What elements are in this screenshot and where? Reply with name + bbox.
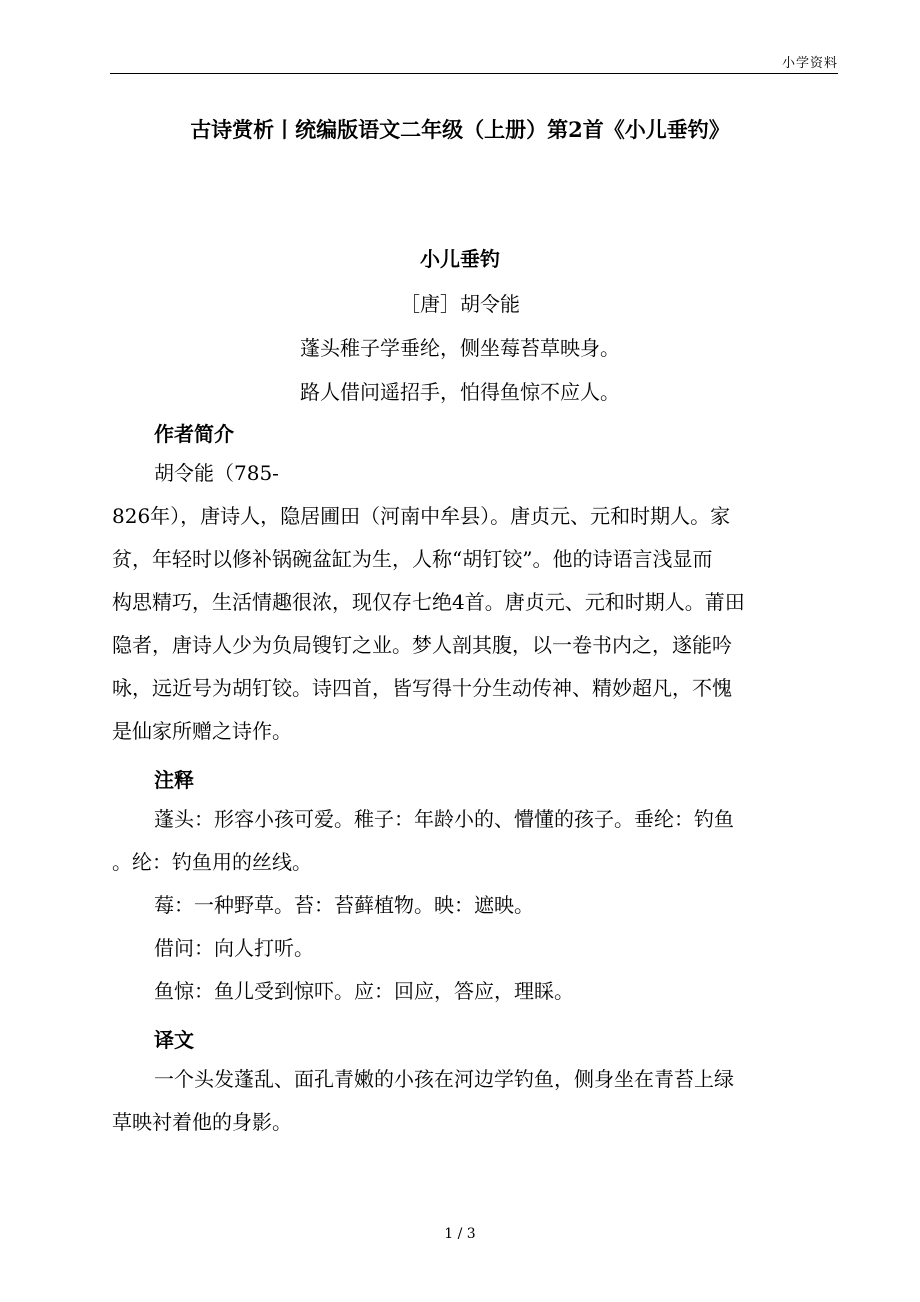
- header-label: 小学资料: [781, 56, 838, 71]
- document-title: 古诗赏析丨统编版语文二年级（上册）第2首《小儿垂钓》: [190, 117, 730, 142]
- paragraph-line: 莓：一种野草。苔：苔藓植物。映：遮映。: [154, 893, 534, 917]
- translation-paragraph: [112, 1058, 828, 1144]
- paragraph-line: 胡令能（785-: [154, 461, 279, 485]
- paragraph-line: 是仙家所赠之诗作。: [112, 719, 292, 743]
- header-rule: [110, 73, 838, 74]
- paragraph-line: 构思精巧，生活情趣很浓，现仅存七绝4首。唐贞元、元和时期人。莆田: [112, 590, 745, 614]
- paragraph-line: 蓬头：形容小孩可爱。稚子：年龄小的、懵懂的孩子。垂纶：钓鱼: [154, 807, 734, 831]
- paragraph-line: 咏，远近号为胡钉铰。诗四首，皆写得十分生动传神、精妙超凡，不愧: [112, 676, 732, 700]
- notes-paragraph: [112, 798, 828, 1013]
- poem-line: 蓬头稚子学垂纶，侧坐莓苔草映身。: [300, 336, 620, 360]
- page-number: 1 / 3: [444, 1226, 476, 1242]
- paragraph-line: 826年），唐诗人，隐居圃田（河南中牟县）。唐贞元、元和时期人。家: [112, 504, 731, 528]
- poem-title: 小儿垂钓: [420, 247, 500, 271]
- author-paragraph: [112, 452, 828, 753]
- section-heading-translation: 译文: [154, 1028, 194, 1052]
- section-heading-author: 作者简介: [154, 422, 234, 446]
- paragraph-line: 。纶：钓鱼用的丝线。: [112, 850, 312, 874]
- paragraph-line: 借问：向人打听。: [154, 936, 314, 960]
- section-heading-notes: 注释: [154, 768, 194, 792]
- paragraph-line: 草映衬着他的身影。: [112, 1110, 292, 1134]
- paragraph-line: 一个头发蓬乱、面孔青嫩的小孩在河边学钓鱼，侧身坐在青苔上绿: [154, 1067, 734, 1091]
- paragraph-line: 隐者，唐诗人少为负局锼钉之业。梦人剖其腹，以一卷书内之，遂能吟: [112, 633, 732, 657]
- poem-author: ［唐］胡令能: [400, 292, 520, 316]
- paragraph-line: 鱼惊：鱼儿受到惊吓。应：回应，答应，理睬。: [154, 979, 574, 1003]
- paragraph-line: 贫，年轻时以修补锅碗盆缸为生，人称“胡钉铰”。他的诗语言浅显而: [112, 547, 713, 571]
- poem-line: 路人借问遥招手，怕得鱼惊不应人。: [300, 380, 620, 404]
